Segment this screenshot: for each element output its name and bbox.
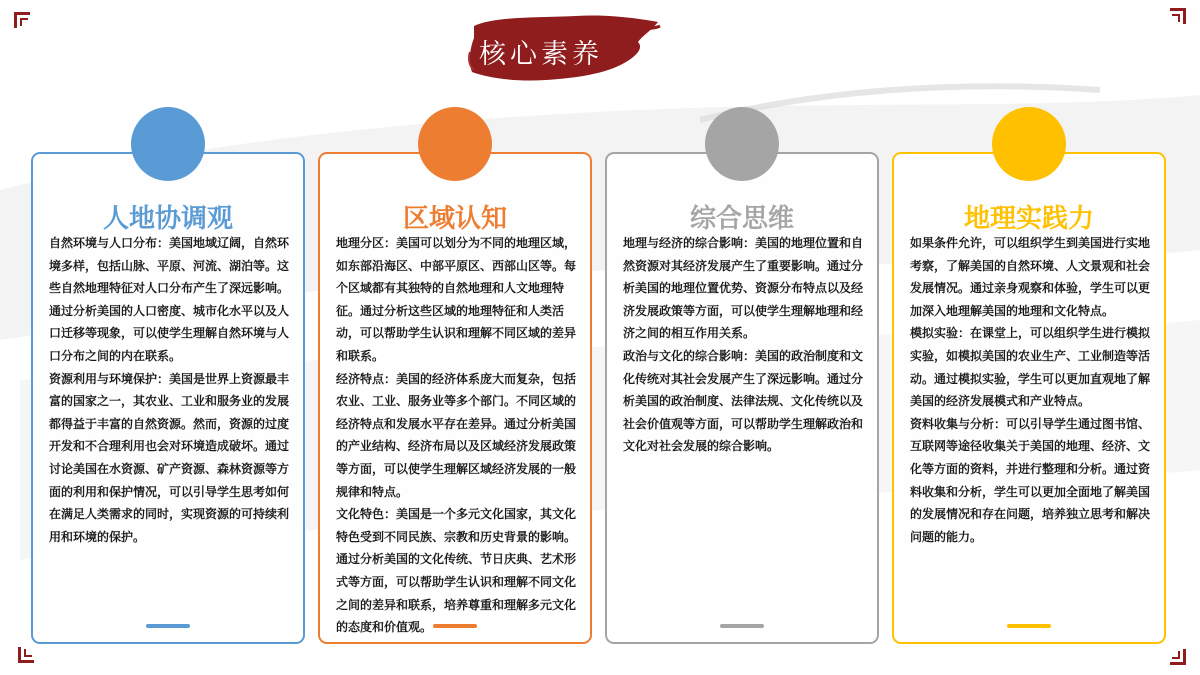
card-paragraph: 自然环境与人口分布：美国地域辽阔，自然环境多样，包括山脉、平原、河流、湖泊等。这些自然地理特征对人口分布产生了深远影响。通过分析美国的人口密度、城市化水平以及人口迁移等现象，可以使学生理解自然环境与人口分布之间的内在联系。 <box>49 236 290 363</box>
card-paragraph: 如果条件允许，可以组织学生到美国进行实地考察，了解美国的自然环境、人文景观和社会发展情况。通过亲身观察和体验，学生可以更加深入地理解美国的地理和文化特点。 <box>910 236 1151 318</box>
card-paragraph: 资源利用与环境保护：美国是世界上资源最丰富的国家之一，其农业、工业和服务业的发展都得益于丰富的自然资源。然而，资源的过度开发和不合理利用也会对环境造成破坏。通过讨论美国在水资源、矿产资源、森林资源等方面的利用和保护情况，可以引导学生思考如何在满足人类需求的同时，实现资源的可持续利用和环境的保护。 <box>49 371 290 544</box>
card-title: 区域认知 <box>402 204 507 234</box>
banner-title: 核心素养 <box>479 39 603 70</box>
card-paragraph: 地理分区：美国可以划分为不同的地理区域，如东部沿海区、中部平原区、西部山区等。每个区域都有其独特的自然地理和人文地理特征。通过分析这些区域的地理特征和人类活动，可以帮助学生认识和理解不同区域的差异和联系。 <box>336 236 577 363</box>
card-paragraph: 资料收集与分析：可以引导学生通过图书馆、互联网等途径收集关于美国的地理、经济、文化等方面的资料，并进行整理和分析。通过资料收集和分析，学生可以更加全面地了解美国的发展情况和存在问题，培养独立思考和解决问题的能力。 <box>910 416 1151 544</box>
card-bottom-bar <box>433 624 477 628</box>
corner-bracket-bottom-right <box>1170 649 1186 665</box>
card-paragraph: 经济特点：美国的经济体系庞大而复杂，包括农业、工业、服务业等多个部门。不同区域的经济特点和发展水平存在差异。通过分析美国的产业结构、经济布局以及区域经济发展政策等方面，可以使学生理解区域经济发展的一般规律和特点。 <box>336 371 577 499</box>
corner-bracket-top-left <box>14 12 30 28</box>
card-title: 综合思维 <box>689 204 794 234</box>
card-circle-icon <box>131 107 205 181</box>
card-title: 人地协调观 <box>102 204 233 234</box>
corner-bracket-bottom-left <box>18 647 34 663</box>
card-body <box>910 232 1154 548</box>
card-regional-cognition <box>318 152 592 644</box>
card-paragraph: 文化特色：美国是一个多元文化国家，其文化特色受到不同民族、宗教和历史背景的影响。通过分析美国的文化传统、节日庆典、艺术形式等方面，可以帮助学生认识和理解不同文化之间的差异和联系，培养尊重和理解多元文化的态度和价值观。 <box>336 507 577 635</box>
card-paragraph: 地理与经济的综合影响：美国的地理位置和自然资源对其经济发展产生了重要影响。通过分析美国的地理位置优势、资源分布特点以及经济发展政策等方面，可以使学生理解地理和经济之间的相互作用关系。 <box>623 236 864 341</box>
card-bottom-bar <box>1007 624 1051 628</box>
card-circle-icon <box>705 107 779 181</box>
card-paragraph: 模拟实验：在课堂上，可以组织学生进行模拟实验，如模拟美国的农业生产、工业制造等活动。通过模拟实验，学生可以更加直观地了解美国的经济发展模式和产业特点。 <box>910 326 1151 409</box>
card-title: 地理实践力 <box>963 204 1094 234</box>
card-paragraph: 政治与文化的综合影响：美国的政治制度和文化传统对其社会发展产生了深远影响。通过分析美国的政治制度、法律法规、文化传统以及社会价值观等方面，可以帮助学生理解政治和文化对社会发展的综合影响。 <box>623 348 864 454</box>
card-bottom-bar <box>720 624 764 628</box>
card-body <box>336 232 580 639</box>
card-circle-icon <box>418 107 492 181</box>
card-geographic-practice <box>892 152 1166 644</box>
card-bottom-bar <box>146 624 190 628</box>
card-body <box>623 232 867 458</box>
corner-bracket-top-right <box>1170 8 1186 24</box>
card-integrated-thinking <box>605 152 879 644</box>
card-circle-icon <box>992 107 1066 181</box>
card-body <box>49 232 293 548</box>
title-banner <box>466 12 662 86</box>
card-human-land-coordination <box>31 152 305 644</box>
